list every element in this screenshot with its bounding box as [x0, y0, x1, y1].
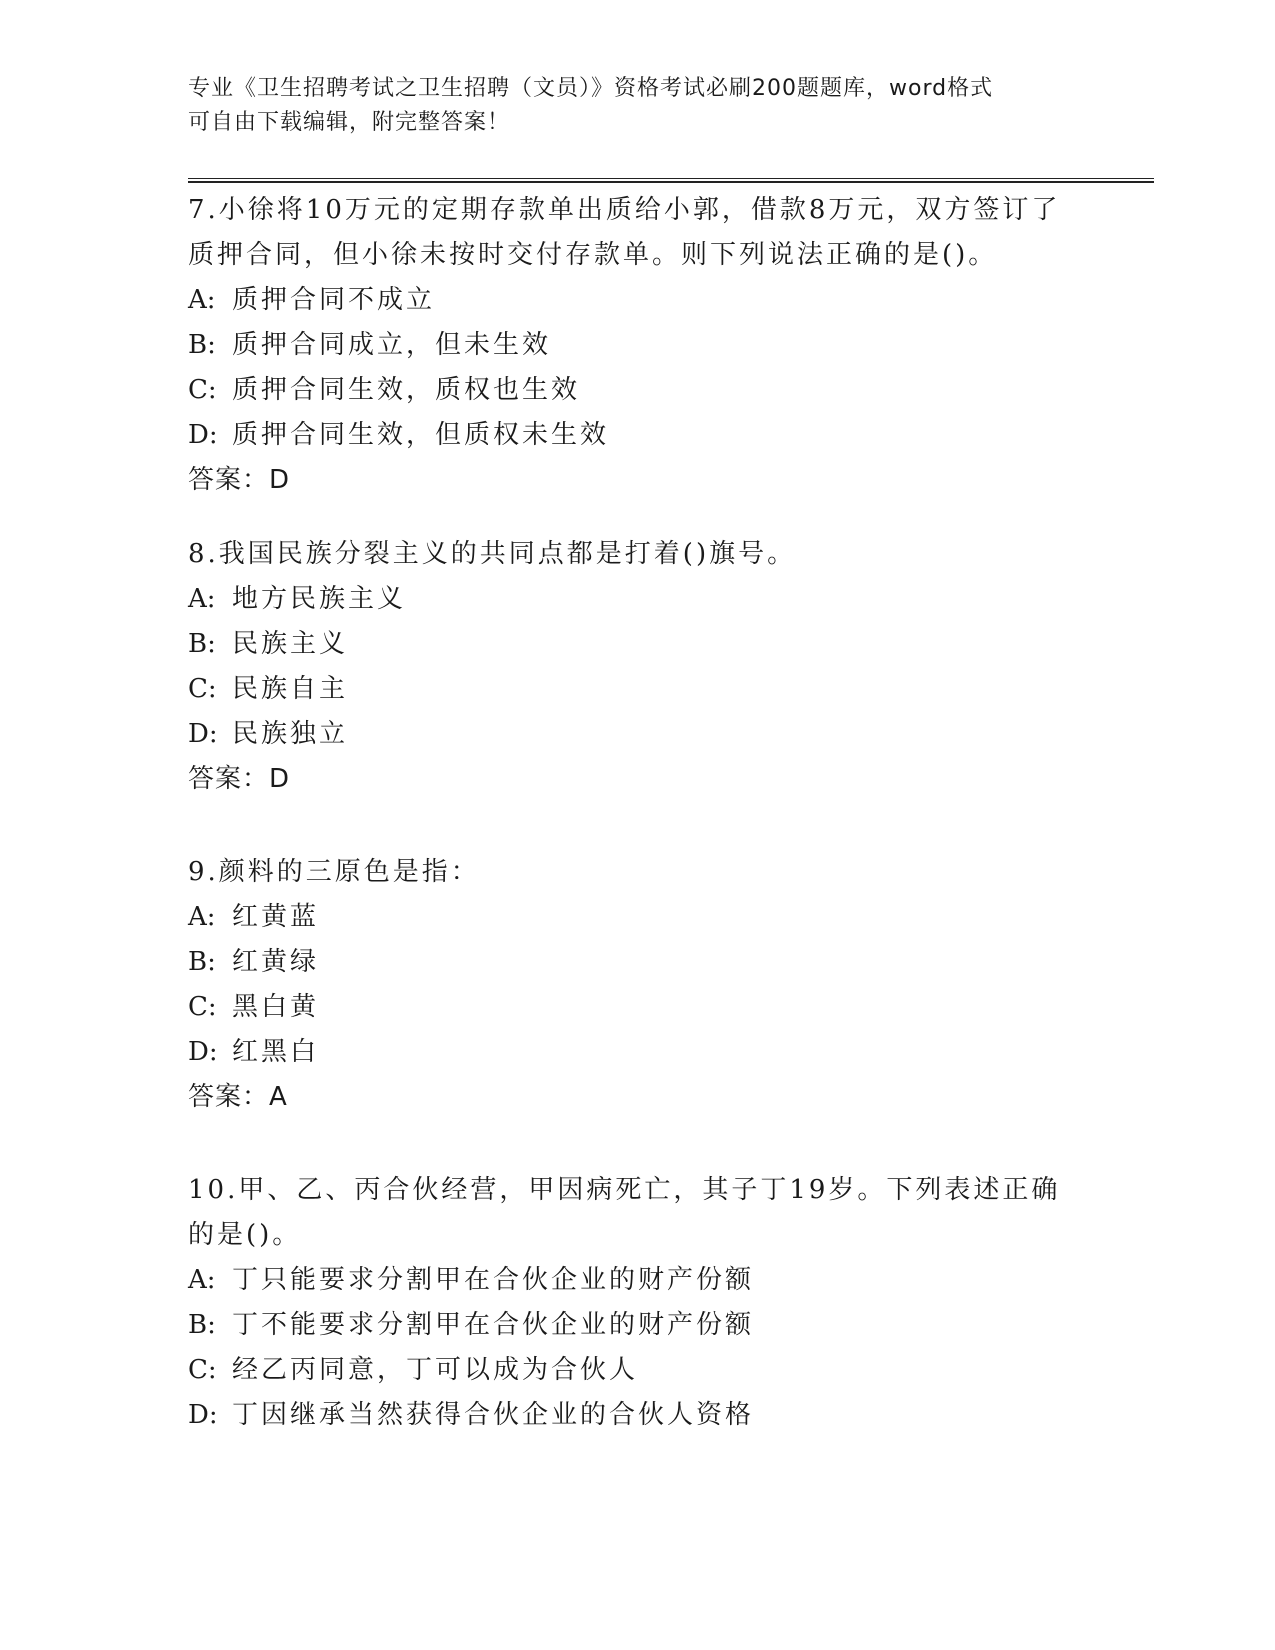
- option-text: 丁不能要求分割甲在合伙企业的财产份额: [232, 1310, 755, 1340]
- option-letter: C:: [188, 1355, 217, 1385]
- option-text: 丁因继承当然获得合伙企业的合伙人资格: [232, 1400, 755, 1430]
- option-text: 民族独立: [232, 719, 349, 749]
- option-letter: B:: [188, 1310, 216, 1340]
- option-c: [188, 667, 1068, 712]
- option-c: [188, 985, 1068, 1030]
- answer-line: 答案：D: [188, 764, 291, 794]
- option-d: [188, 712, 1068, 757]
- option-letter: C:: [188, 375, 217, 405]
- option-b: [188, 323, 1068, 368]
- option-text: 黑白黄: [232, 992, 320, 1022]
- option-text: 质押合同成立，但未生效: [232, 330, 552, 360]
- option-text: 红黄蓝: [232, 902, 320, 932]
- option-letter: A:: [188, 285, 216, 315]
- option-letter: A:: [188, 1265, 216, 1295]
- header-divider: [188, 178, 1154, 183]
- option-letter: B:: [188, 947, 216, 977]
- option-c: [188, 1348, 1068, 1393]
- option-text: 丁只能要求分割甲在合伙企业的财产份额: [232, 1265, 755, 1295]
- question-9: [188, 850, 1068, 1120]
- option-text: 质押合同生效，但质权未生效: [232, 420, 610, 450]
- option-d: [188, 1393, 1068, 1438]
- option-letter: A:: [188, 584, 216, 614]
- option-letter: C:: [188, 992, 217, 1022]
- option-letter: A:: [188, 902, 216, 932]
- question-stem: 9.颜料的三原色是指：: [188, 857, 480, 887]
- option-text: 经乙丙同意，丁可以成为合伙人: [232, 1355, 639, 1385]
- option-text: 红黄绿: [232, 947, 320, 977]
- option-a: [188, 895, 1068, 940]
- question-10: [188, 1168, 1068, 1438]
- question-8: [188, 532, 1068, 802]
- option-d: [188, 1030, 1068, 1075]
- option-c: [188, 368, 1068, 413]
- option-text: 红黑白: [232, 1037, 320, 1067]
- option-text: 质押合同不成立: [232, 285, 436, 315]
- option-b: [188, 622, 1068, 667]
- option-d: [188, 413, 1068, 458]
- option-letter: D:: [188, 1037, 218, 1067]
- option-letter: B:: [188, 629, 216, 659]
- option-letter: D:: [188, 1400, 218, 1430]
- answer-line: 答案：D: [188, 465, 291, 495]
- option-text: 质押合同生效，质权也生效: [232, 375, 581, 405]
- option-letter: B:: [188, 330, 216, 360]
- question-7: [188, 188, 1068, 503]
- question-stem: 7.小徐将10万元的定期存款单出质给小郭，借款8万元，双方签订了质押合同，但小徐未按时交付存款单。则下列说法正确的是()。: [188, 195, 1061, 270]
- option-a: [188, 278, 1068, 323]
- option-b: [188, 1303, 1068, 1348]
- option-b: [188, 940, 1068, 985]
- option-text: 民族自主: [232, 674, 349, 704]
- header-line-2: 可自由下载编辑，附完整答案！: [188, 110, 511, 135]
- header-line-1: 专业《卫生招聘考试之卫生招聘（文员）》资格考试必刷200题题库，word格式: [188, 76, 994, 101]
- question-stem: 8.我国民族分裂主义的共同点都是打着()旗号。: [188, 539, 797, 569]
- question-stem: 10.甲、乙、丙合伙经营，甲因病死亡，其子丁19岁。下列表述正确的是()。: [188, 1175, 1061, 1250]
- option-letter: C:: [188, 674, 217, 704]
- answer-line: 答案：A: [188, 1082, 288, 1112]
- option-a: [188, 577, 1068, 622]
- option-letter: D:: [188, 719, 218, 749]
- page-header: [188, 72, 1068, 140]
- option-a: [188, 1258, 1068, 1303]
- option-text: 民族主义: [232, 629, 349, 659]
- option-letter: D:: [188, 420, 218, 450]
- option-text: 地方民族主义: [232, 584, 407, 614]
